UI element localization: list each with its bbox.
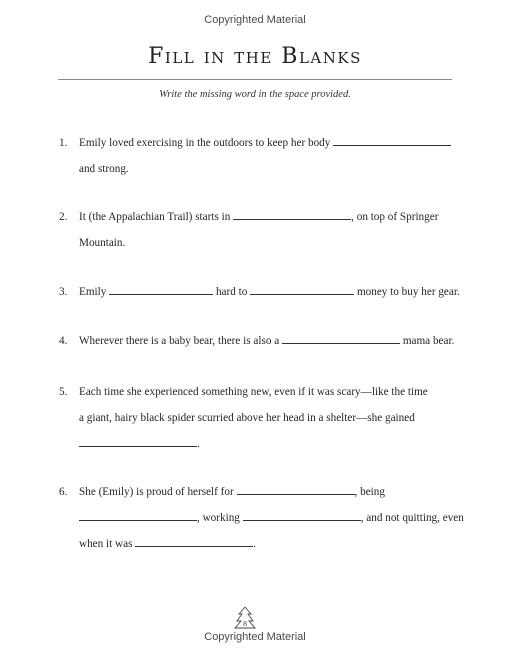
question-line	[79, 531, 479, 557]
question-text: , and not quitting, even	[360, 512, 464, 524]
question-line	[79, 505, 479, 531]
question-line	[79, 130, 479, 156]
question-text: Emily	[79, 286, 110, 298]
question-number: 2.	[59, 211, 68, 223]
answer-blank[interactable]	[282, 333, 400, 344]
question-line	[79, 328, 479, 354]
question-number: 1.	[59, 137, 68, 149]
answer-blank[interactable]	[333, 135, 451, 146]
question-number: 3.	[59, 286, 68, 298]
question-text: money to buy her gear.	[354, 286, 460, 298]
answer-blank[interactable]	[109, 284, 213, 295]
instructions: Write the missing word in the space provided.	[159, 89, 351, 100]
question-2	[59, 204, 479, 256]
question-text: .	[197, 438, 200, 450]
question-text: Emily loved exercising in the outdoors to keep her body	[79, 137, 334, 149]
answer-blank[interactable]	[250, 284, 354, 295]
question-text: , being	[354, 486, 385, 498]
question-line	[79, 431, 479, 457]
page-title: Fill in the Blanks	[148, 44, 362, 69]
question-text: She (Emily) is proud of herself for	[79, 486, 237, 498]
answer-blank[interactable]	[233, 209, 351, 220]
watermark-top: Copyrighted Material	[204, 14, 306, 26]
question-number: 6.	[59, 486, 68, 498]
question-line	[79, 204, 479, 230]
page-number: 8	[243, 619, 247, 628]
question-number: 5.	[59, 386, 68, 398]
question-3	[59, 279, 479, 305]
answer-blank[interactable]	[79, 510, 197, 521]
question-line: Each time she experienced something new, even if it was scary—like the time	[79, 386, 428, 398]
question-1	[59, 130, 479, 182]
question-line: Mountain.	[79, 237, 126, 249]
question-text: It (the Appalachian Trail) starts in	[79, 211, 234, 223]
question-text: , working	[197, 512, 243, 524]
question-5	[59, 379, 479, 457]
question-line: a giant, hairy black spider scurried above her head in a shelter—she gained	[79, 412, 415, 424]
question-text: when it was	[79, 538, 136, 550]
question-number: 4.	[59, 335, 68, 347]
answer-blank[interactable]	[243, 510, 361, 521]
question-text: mama bear.	[400, 335, 455, 347]
title-divider	[58, 79, 452, 80]
question-6	[59, 479, 479, 557]
question-4	[59, 328, 479, 354]
answer-blank[interactable]	[135, 536, 253, 547]
answer-blank[interactable]	[237, 484, 355, 495]
question-text: hard to	[213, 286, 251, 298]
answer-blank[interactable]	[79, 436, 197, 447]
question-line	[79, 479, 479, 505]
question-line	[79, 279, 479, 305]
watermark-bottom: Copyrighted Material	[204, 631, 306, 643]
question-text: .	[253, 538, 257, 550]
question-text: Wherever there is a baby bear, there is also a	[79, 335, 283, 347]
question-text: , on top of Springer	[351, 211, 439, 223]
question-line: and strong.	[79, 163, 129, 175]
